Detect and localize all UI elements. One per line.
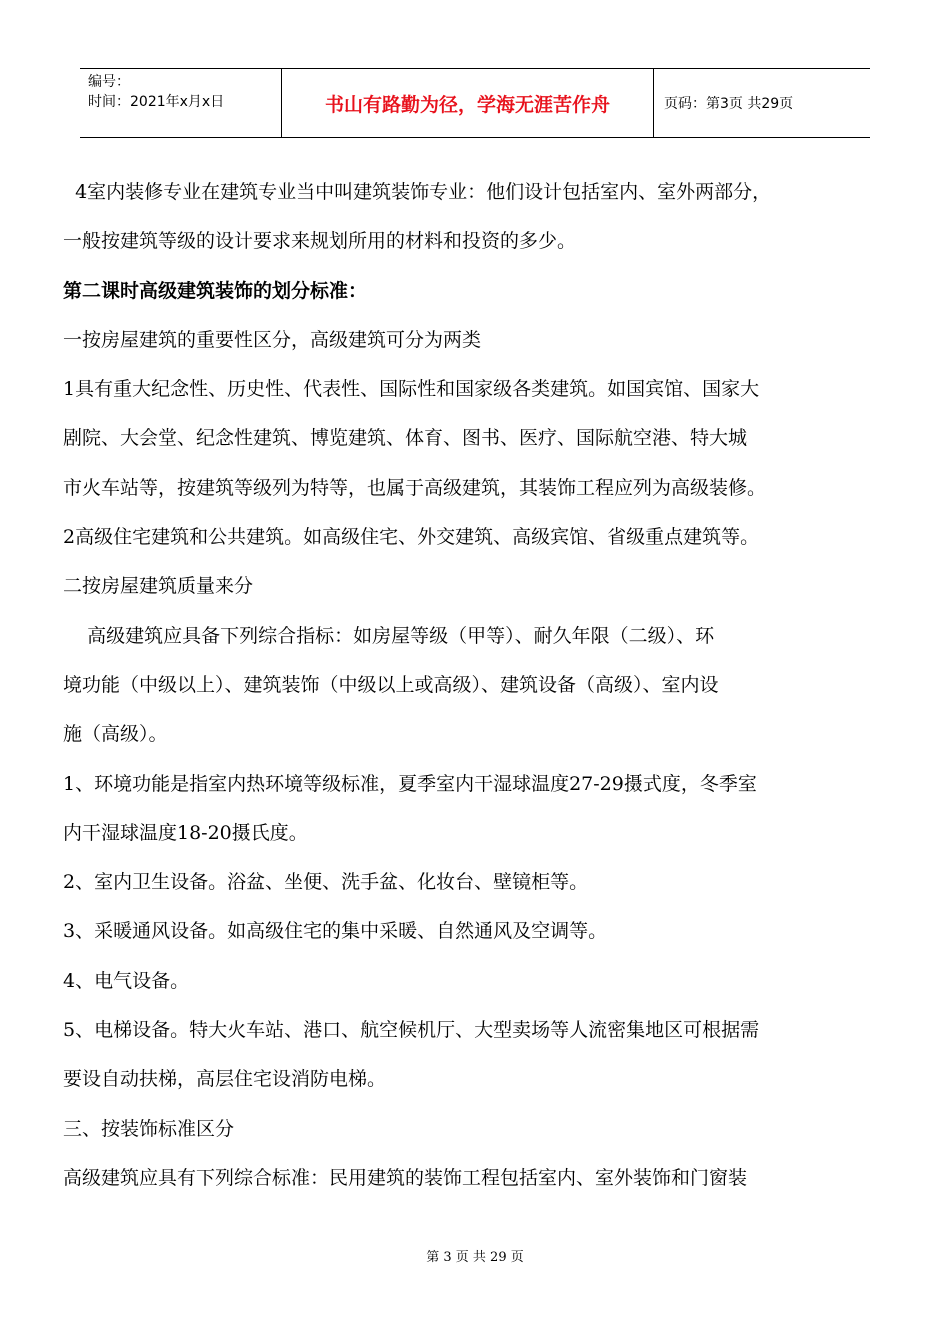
time-label: 时间：2021年x月x日 xyxy=(88,94,225,110)
text-line: 1具有重大纪念性、历史性、代表性、国际性和国家级各类建筑。如国宾馆、国家大 xyxy=(63,378,760,401)
text-line: 一按房屋建筑的重要性区分，高级建筑可分为两类 xyxy=(63,328,482,351)
text-line: 内干湿球温度18-20摄氏度。 xyxy=(63,821,308,844)
text-line: 要设自动扶梯，高层住宅设消防电梯。 xyxy=(63,1068,387,1091)
text-line: 2、室内卫生设备。浴盆、坐便、洗手盆、化妆台、壁镜柜等。 xyxy=(63,871,589,894)
page-footer: 第 3 页 共 29 页 xyxy=(426,1250,524,1265)
text-line: 高级建筑应具备下列综合指标：如房屋等级（甲等）、耐久年限（二级）、环 xyxy=(63,624,715,647)
text-line: 二按房屋建筑质量来分 xyxy=(63,575,254,598)
text-line: 一般按建筑等级的设计要求来规划所用的材料和投资的多少。 xyxy=(63,230,577,253)
header-meta xyxy=(80,69,282,137)
text-line: 1、环境功能是指室内热环境等级标准，夏季室内干湿球温度27-29摄式度，冬季室 xyxy=(63,772,757,795)
section-heading: 第二课时高级建筑装饰的划分标准： xyxy=(63,279,368,302)
text-line: 境功能（中级以上）、建筑装饰（中级以上或高级）、建筑设备（高级）、室内设 xyxy=(63,673,719,696)
text-line: 高级建筑应具有下列综合标准：民用建筑的装饰工程包括室内、室外装饰和门窗装 xyxy=(63,1166,748,1189)
text-line: 4、电气设备。 xyxy=(63,969,190,992)
page-header xyxy=(80,68,870,138)
number-label: 编号： xyxy=(88,74,130,90)
text-line: 5、电梯设备。特大火车站、港口、航空候机厅、大型卖场等人流密集地区可根据需 xyxy=(63,1019,760,1042)
text-line: 施（高级）。 xyxy=(63,723,168,746)
document-body xyxy=(63,168,889,1203)
text-line: 三、按装饰标准区分 xyxy=(63,1117,235,1140)
text-line: 4室内装修专业在建筑专业当中叫建筑装饰专业：他们设计包括室内、室外两部分， xyxy=(63,181,772,203)
header-motto: 书山有路勤为径，学海无涯苦作舟 xyxy=(282,69,654,137)
text-line: 市火车站等，按建筑等级列为特等，也属于高级建筑，其装饰工程应列为高级装修。 xyxy=(63,476,767,499)
header-page-label: 页码：第3页 共29页 xyxy=(664,96,794,112)
text-line: 3、采暖通风设备。如高级住宅的集中采暖、自然通风及空调等。 xyxy=(63,920,608,943)
text-line: 剧院、大会堂、纪念性建筑、博览建筑、体育、图书、医疗、国际航空港、特大城 xyxy=(63,427,748,450)
text-line: 2高级住宅建筑和公共建筑。如高级住宅、外交建筑、高级宾馆、省级重点建筑等。 xyxy=(63,526,760,549)
